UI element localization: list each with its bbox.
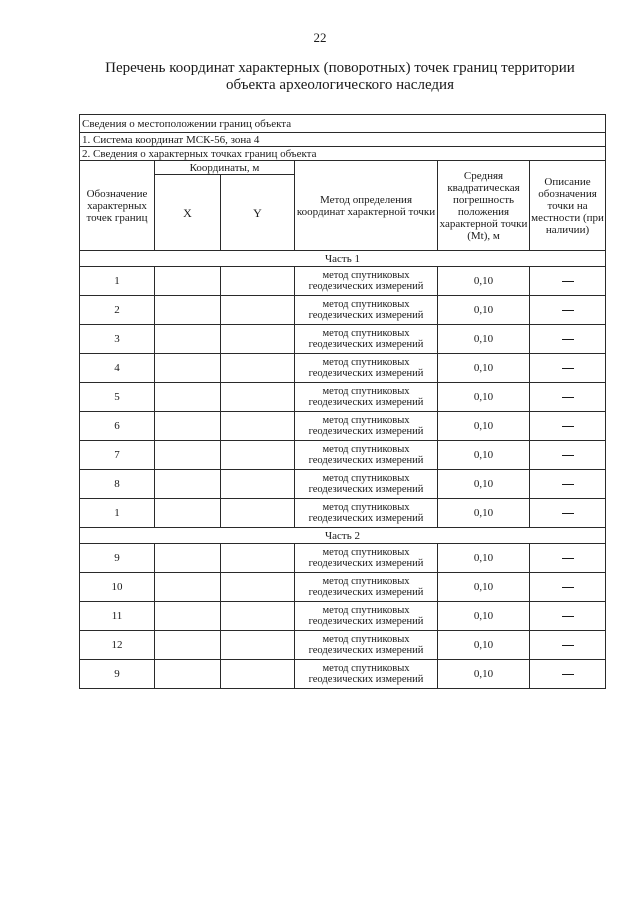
part-row bbox=[80, 251, 606, 267]
method-line-1: метод спутниковых bbox=[322, 575, 410, 587]
coordinate-y-cell bbox=[221, 631, 295, 660]
em-dash-icon bbox=[562, 281, 574, 282]
method-text bbox=[295, 663, 437, 686]
description-cell bbox=[530, 631, 606, 660]
description-cell bbox=[530, 573, 606, 602]
method-line-1: метод спутниковых bbox=[322, 327, 410, 339]
part-row bbox=[80, 528, 606, 544]
method-line-2: геодезических измерений bbox=[308, 310, 424, 321]
method-line-2: геодезических измерений bbox=[308, 368, 424, 379]
coordinate-x-cell bbox=[155, 354, 221, 383]
method-line-2: геодезических измерений bbox=[308, 455, 424, 466]
method-text bbox=[295, 576, 437, 599]
method-line-1: метод спутниковых bbox=[322, 546, 410, 558]
accuracy-value: 0,10 bbox=[438, 267, 530, 296]
description-cell bbox=[530, 602, 606, 631]
method-line-2: геодезических измерений bbox=[308, 397, 424, 408]
method-line-2: геодезических измерений bbox=[308, 587, 424, 598]
method-line-2: геодезических измерений bbox=[308, 281, 424, 292]
coordinate-y-cell bbox=[221, 267, 295, 296]
coordinate-system: 1. Система координат МСК-56, зона 4 bbox=[80, 133, 606, 147]
point-number: 2 bbox=[80, 296, 155, 325]
method-line-1: метод спутниковых bbox=[322, 414, 410, 426]
coordinate-x-cell bbox=[155, 412, 221, 441]
method-line-2: геодезических измерений bbox=[308, 645, 424, 656]
method-line-1: метод спутниковых bbox=[322, 604, 410, 616]
point-number: 5 bbox=[80, 383, 155, 412]
table-row bbox=[80, 325, 606, 354]
method-line-2: геодезических измерений bbox=[308, 339, 424, 350]
title-line-2: объекта археологического наследия bbox=[226, 77, 454, 93]
coordinate-x-cell bbox=[155, 470, 221, 499]
method-text bbox=[295, 444, 437, 467]
method-text bbox=[295, 502, 437, 525]
method-line-2: геодезических измерений bbox=[308, 484, 424, 495]
method-line-1: метод спутниковых bbox=[322, 501, 410, 513]
method-line-2: геодезических измерений bbox=[308, 513, 424, 524]
method-line-1: метод спутниковых bbox=[322, 356, 410, 368]
coordinate-y-cell bbox=[221, 573, 295, 602]
method-line-1: метод спутниковых bbox=[322, 472, 410, 484]
coordinate-y-cell bbox=[221, 602, 295, 631]
method-text bbox=[295, 386, 437, 409]
header-accuracy: Средняя квадратическая погрешность положения характерной точки (Mt), м bbox=[438, 161, 530, 251]
accuracy-value: 0,10 bbox=[438, 573, 530, 602]
coordinate-x-cell bbox=[155, 660, 221, 689]
method-line-2: геодезических измерений bbox=[308, 558, 424, 569]
title-line-1: Перечень координат характерных (поворотных) точек границ территории bbox=[105, 60, 575, 76]
description-cell bbox=[530, 441, 606, 470]
point-number: 9 bbox=[80, 544, 155, 573]
point-number: 8 bbox=[80, 470, 155, 499]
method-text bbox=[295, 547, 437, 570]
coordinate-y-cell bbox=[221, 383, 295, 412]
method-cell bbox=[295, 296, 438, 325]
method-line-1: метод спутниковых bbox=[322, 633, 410, 645]
method-text bbox=[295, 270, 437, 293]
method-line-1: метод спутниковых bbox=[322, 443, 410, 455]
method-cell bbox=[295, 544, 438, 573]
method-line-1: метод спутниковых bbox=[322, 662, 410, 674]
em-dash-icon bbox=[562, 455, 574, 456]
description-cell bbox=[530, 325, 606, 354]
coordinate-y-cell bbox=[221, 544, 295, 573]
coordinate-x-cell bbox=[155, 441, 221, 470]
point-number: 1 bbox=[80, 267, 155, 296]
description-cell bbox=[530, 499, 606, 528]
accuracy-value: 0,10 bbox=[438, 602, 530, 631]
page-number: 22 bbox=[313, 30, 327, 45]
coordinate-y-cell bbox=[221, 660, 295, 689]
method-cell bbox=[295, 325, 438, 354]
header-y: Y bbox=[221, 175, 295, 251]
table-row bbox=[80, 354, 606, 383]
header-point-designation: Обозначение характерных точек границ bbox=[80, 161, 155, 251]
method-text bbox=[295, 328, 437, 351]
method-text bbox=[295, 605, 437, 628]
point-number: 3 bbox=[80, 325, 155, 354]
em-dash-icon bbox=[562, 616, 574, 617]
method-cell bbox=[295, 499, 438, 528]
method-cell bbox=[295, 354, 438, 383]
point-number: 6 bbox=[80, 412, 155, 441]
coordinate-x-cell bbox=[155, 573, 221, 602]
description-cell bbox=[530, 383, 606, 412]
em-dash-icon bbox=[562, 674, 574, 675]
table-row bbox=[80, 660, 606, 689]
description-cell bbox=[530, 660, 606, 689]
header-x: X bbox=[155, 175, 221, 251]
method-text bbox=[295, 634, 437, 657]
accuracy-value: 0,10 bbox=[438, 499, 530, 528]
accuracy-value: 0,10 bbox=[438, 441, 530, 470]
coordinate-y-cell bbox=[221, 354, 295, 383]
method-cell bbox=[295, 441, 438, 470]
point-number: 7 bbox=[80, 441, 155, 470]
point-number: 1 bbox=[80, 499, 155, 528]
accuracy-value: 0,10 bbox=[438, 383, 530, 412]
method-text bbox=[295, 299, 437, 322]
method-cell bbox=[295, 631, 438, 660]
accuracy-value: 0,10 bbox=[438, 544, 530, 573]
table-row bbox=[80, 499, 606, 528]
description-cell bbox=[530, 296, 606, 325]
point-number: 10 bbox=[80, 573, 155, 602]
coordinate-x-cell bbox=[155, 602, 221, 631]
accuracy-value: 0,10 bbox=[438, 412, 530, 441]
point-number: 9 bbox=[80, 660, 155, 689]
accuracy-value: 0,10 bbox=[438, 631, 530, 660]
coordinate-x-cell bbox=[155, 296, 221, 325]
table-row bbox=[80, 573, 606, 602]
coordinate-y-cell bbox=[221, 412, 295, 441]
method-text bbox=[295, 473, 437, 496]
table-row bbox=[80, 412, 606, 441]
part-label: Часть 1 bbox=[80, 251, 606, 267]
coordinate-y-cell bbox=[221, 470, 295, 499]
point-number: 11 bbox=[80, 602, 155, 631]
method-cell bbox=[295, 412, 438, 441]
em-dash-icon bbox=[562, 310, 574, 311]
em-dash-icon bbox=[562, 397, 574, 398]
method-text bbox=[295, 357, 437, 380]
accuracy-value: 0,10 bbox=[438, 354, 530, 383]
method-line-2: геодезических измерений bbox=[308, 616, 424, 627]
accuracy-value: 0,10 bbox=[438, 325, 530, 354]
description-cell bbox=[530, 470, 606, 499]
table-row bbox=[80, 631, 606, 660]
header-description: Описание обозначения точки на местности (при наличии) bbox=[530, 161, 606, 251]
description-cell bbox=[530, 267, 606, 296]
table-row bbox=[80, 383, 606, 412]
coordinate-x-cell bbox=[155, 499, 221, 528]
method-line-2: геодезических измерений bbox=[308, 426, 424, 437]
em-dash-icon bbox=[562, 645, 574, 646]
em-dash-icon bbox=[562, 484, 574, 485]
method-line-1: метод спутниковых bbox=[322, 385, 410, 397]
description-cell bbox=[530, 544, 606, 573]
coordinates-table bbox=[79, 114, 606, 689]
em-dash-icon bbox=[562, 339, 574, 340]
table-row bbox=[80, 267, 606, 296]
description-cell bbox=[530, 412, 606, 441]
coordinate-y-cell bbox=[221, 296, 295, 325]
accuracy-value: 0,10 bbox=[438, 296, 530, 325]
section-title: Сведения о местоположении границ объекта bbox=[80, 115, 606, 133]
point-number: 4 bbox=[80, 354, 155, 383]
method-cell bbox=[295, 383, 438, 412]
table-row bbox=[80, 441, 606, 470]
coordinate-x-cell bbox=[155, 267, 221, 296]
coordinate-x-cell bbox=[155, 383, 221, 412]
description-cell bbox=[530, 354, 606, 383]
table-row bbox=[80, 544, 606, 573]
coordinate-y-cell bbox=[221, 441, 295, 470]
em-dash-icon bbox=[562, 558, 574, 559]
table-row bbox=[80, 602, 606, 631]
method-line-1: метод спутниковых bbox=[322, 298, 410, 310]
em-dash-icon bbox=[562, 513, 574, 514]
accuracy-value: 0,10 bbox=[438, 660, 530, 689]
table-row bbox=[80, 470, 606, 499]
coordinate-x-cell bbox=[155, 544, 221, 573]
coordinate-x-cell bbox=[155, 631, 221, 660]
em-dash-icon bbox=[562, 368, 574, 369]
document-title bbox=[60, 60, 620, 94]
header-coordinates: Координаты, м bbox=[155, 161, 295, 175]
part-label: Часть 2 bbox=[80, 528, 606, 544]
coordinate-y-cell bbox=[221, 325, 295, 354]
em-dash-icon bbox=[562, 426, 574, 427]
coordinate-x-cell bbox=[155, 325, 221, 354]
method-line-1: метод спутниковых bbox=[322, 269, 410, 281]
coordinate-y-cell bbox=[221, 499, 295, 528]
table-row bbox=[80, 296, 606, 325]
accuracy-value: 0,10 bbox=[438, 470, 530, 499]
method-cell bbox=[295, 660, 438, 689]
method-cell bbox=[295, 267, 438, 296]
header-method: Метод определения координат характерной точки bbox=[295, 161, 438, 251]
method-cell bbox=[295, 602, 438, 631]
point-number: 12 bbox=[80, 631, 155, 660]
points-info-header: 2. Сведения о характерных точках границ объекта bbox=[80, 147, 606, 161]
method-line-2: геодезических измерений bbox=[308, 674, 424, 685]
em-dash-icon bbox=[562, 587, 574, 588]
method-cell bbox=[295, 573, 438, 602]
method-text bbox=[295, 415, 437, 438]
method-cell bbox=[295, 470, 438, 499]
